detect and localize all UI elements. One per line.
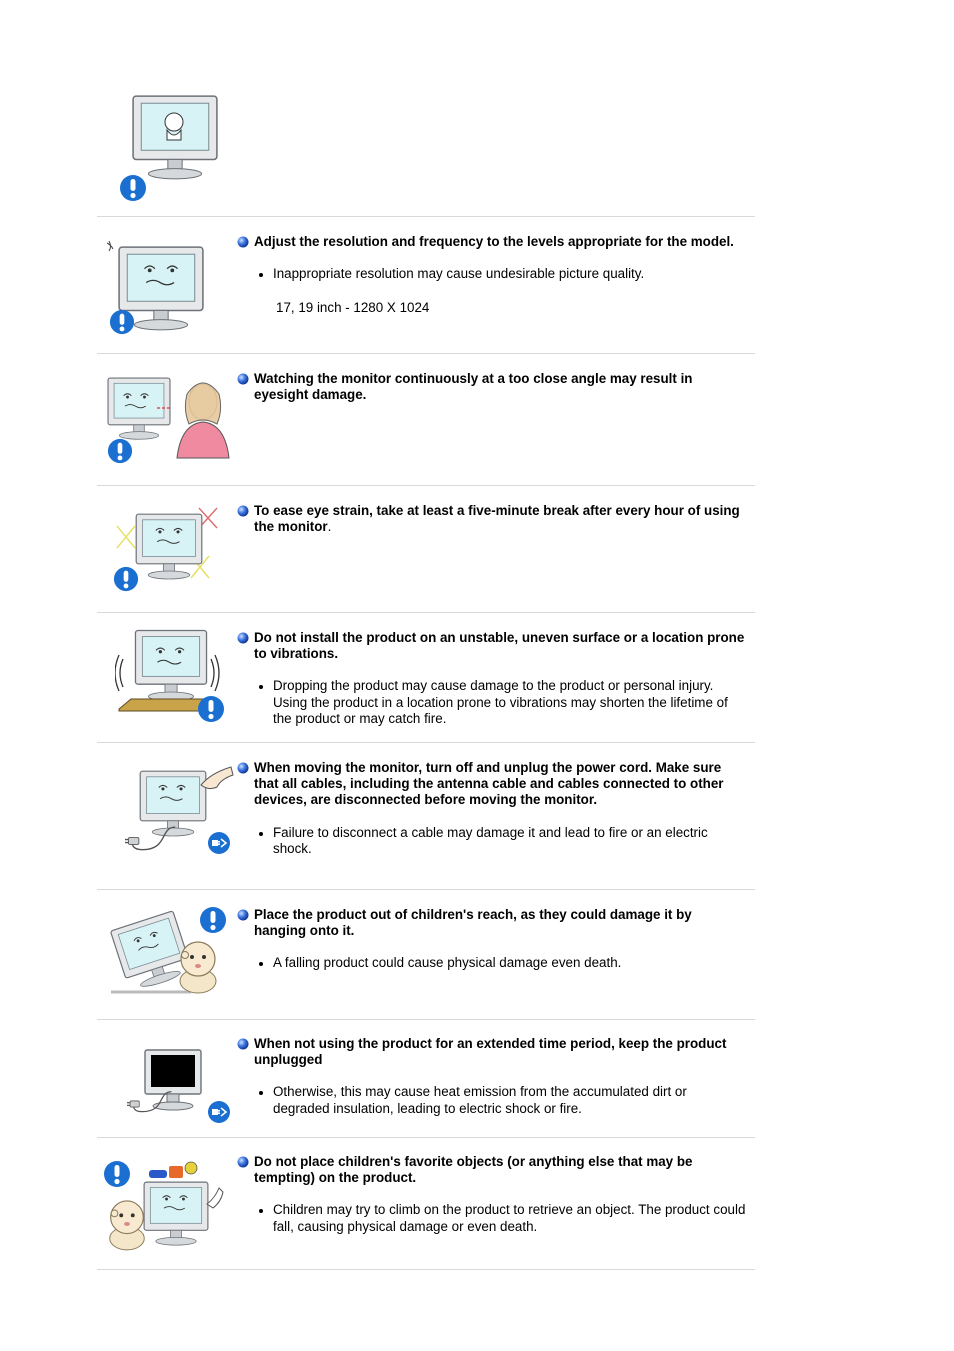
section-row	[97, 1020, 755, 1138]
blue-bullet-icon	[237, 1156, 249, 1168]
monitor-resolution-illustration	[105, 239, 225, 339]
bullet-list	[237, 825, 747, 857]
children-reach-illustration	[109, 906, 231, 1000]
section-row	[97, 217, 755, 354]
section-heading: When not using the product for an extended time period, keep the product unplugged	[237, 1036, 747, 1068]
list-item: Otherwise, this may cause heat emission from the accumulated dirt or degraded insulation, leading to electric shock or fire.	[273, 1084, 747, 1116]
section-heading: To ease eye strain, take at least a five-minute break after every hour of using the monitor.	[237, 503, 747, 535]
bullet-list	[237, 1202, 747, 1234]
list-item: Failure to disconnect a cable may damage it and lead to fire or an electric shock.	[273, 825, 747, 857]
section-row	[97, 354, 755, 486]
blue-bullet-icon	[237, 762, 249, 774]
list-item: Dropping the product may cause damage to the product or personal injury. Using the product in a location prone to vibrations may shorten the lifetime of the product or may catch fire.	[273, 678, 747, 727]
section-row	[97, 890, 755, 1020]
blue-bullet-icon	[237, 909, 249, 921]
unstable-surface-illustration	[115, 627, 227, 725]
section-row	[97, 613, 755, 743]
close-viewing-illustration	[105, 374, 233, 468]
bullet-list	[237, 678, 747, 727]
section-row	[97, 486, 755, 613]
list-item: Children may try to climb on the product to retrieve an object. The product could fall, causing physical damage or even death.	[273, 1202, 746, 1234]
resolution-note: 17, 19 inch - 1280 X 1024	[276, 300, 430, 316]
eye-break-illustration	[111, 506, 223, 594]
section-row	[97, 1138, 755, 1270]
blue-bullet-icon	[237, 373, 249, 385]
unplugged-monitor-illustration	[127, 1046, 235, 1126]
monitor-clean-illustration	[111, 92, 221, 204]
list-item: A falling product could cause physical damage even death.	[273, 955, 747, 971]
blue-bullet-icon	[237, 505, 249, 517]
blue-bullet-icon	[237, 1038, 249, 1050]
section-heading: When moving the monitor, turn off and unplug the power cord. Make sure that all cables, including the antenna cable and cables connected to other devices, are disconnected before moving the monitor.	[237, 760, 747, 809]
section-heading: Do not place children's favorite objects (or anything else that may be tempting) on the product.	[237, 1154, 747, 1186]
bullet-list	[237, 1084, 747, 1116]
section-row	[97, 743, 755, 890]
section-heading: Place the product out of children's reach, as they could damage it by hanging onto it.	[237, 907, 747, 939]
bullet-list	[237, 955, 747, 971]
section-heading: Do not install the product on an unstable, uneven surface or a location prone to vibrations.	[237, 630, 747, 662]
tempting-objects-illustration	[103, 1156, 229, 1256]
blue-bullet-icon	[237, 236, 249, 248]
section-row	[97, 0, 755, 217]
list-item: Inappropriate resolution may cause undesirable picture quality.	[273, 266, 747, 282]
moving-monitor-illustration	[125, 761, 237, 863]
section-heading: Watching the monitor continuously at a too close angle may result in eyesight damage.	[237, 371, 747, 403]
section-heading: Adjust the resolution and frequency to the levels appropriate for the model.	[237, 234, 747, 250]
bullet-list	[237, 266, 747, 282]
blue-bullet-icon	[237, 632, 249, 644]
